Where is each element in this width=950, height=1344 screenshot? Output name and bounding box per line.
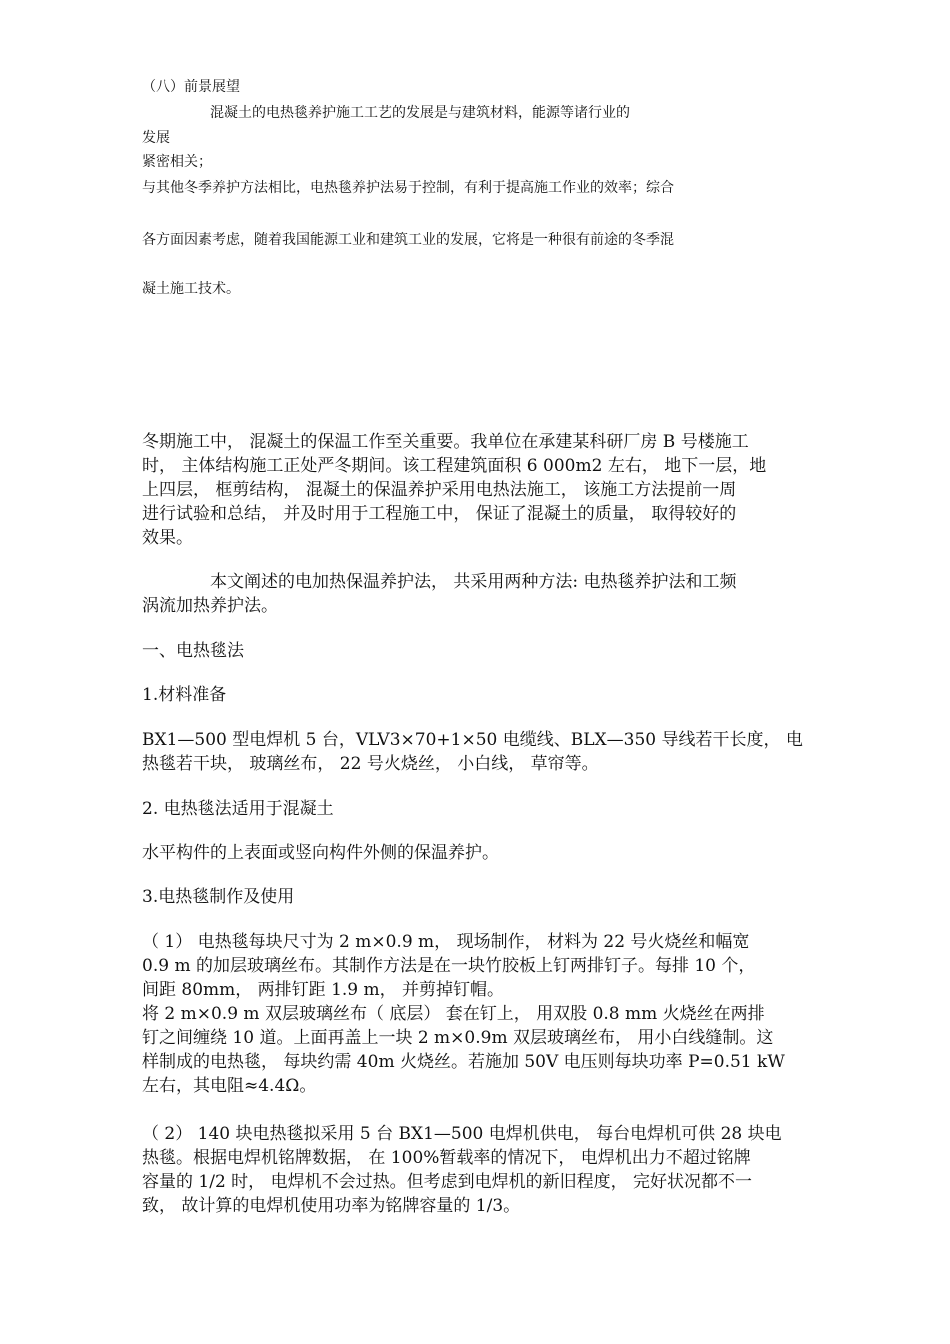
item1-line: （ 1） 电热毯每块尺寸为 2 m×0.9 m， 现场制作， 材料为 22 号火烧丝和幅宽 (142, 932, 750, 952)
subsection-title: 2. 电热毯法适用于混凝土 (142, 799, 334, 819)
subsection-title: 1.材料准备 (142, 685, 227, 705)
paragraph-line: 与其他冬季养护方法相比，电热毯养护法易于控制，有利于提高施工作业的效率；综合 (142, 180, 674, 196)
item1-line: 0.9 m 的加层玻璃丝布。其制作方法是在一块竹胶板上钉两排钉子。每排 10 个， (142, 956, 756, 976)
item1-line: 将 2 m×0.9 m 双层玻璃丝布（ 底层） 套在钉上， 用双股 0.8 mm 火烧丝在两排 (142, 1004, 765, 1024)
intro-line: 效果。 (142, 528, 193, 548)
intro-line: 冬期施工中， 混凝土的保温工作至关重要。我单位在承建某科研厂房 B 号楼施工 (142, 432, 749, 452)
item2-line: 热毯。根据电焊机铭牌数据， 在 100%暂载率的情况下， 电焊机出力不超过铭牌 (142, 1148, 751, 1168)
intro-line: 进行试验和总结， 并及时用于工程施工中， 保证了混凝土的质量， 取得较好的 (142, 504, 737, 524)
section-heading-prospects: （八）前景展望 (142, 79, 240, 95)
item2-line: （ 2） 140 块电热毯拟采用 5 台 BX1—500 电焊机供电， 每台电焊机可供 28 块电 (142, 1124, 782, 1144)
item1-line: 钉之间缠绕 10 道。上面再盖上一块 2 m×0.9m 双层玻璃丝布， 用小白线缝制。这 (142, 1028, 774, 1048)
item1-line: 间距 80mm， 两排钉距 1.9 m， 并剪掉钉帽。 (142, 980, 505, 1000)
paragraph-line: 混凝土的电热毯养护施工工艺的发展是与建筑材料，能源等诸行业的 (210, 105, 630, 121)
paragraph-line: 紧密相关； (142, 154, 212, 170)
paragraph-line: 发展 (142, 130, 170, 146)
materials-line: 热毯若干块， 玻璃丝布， 22 号火烧丝， 小白线， 草帘等。 (142, 754, 599, 774)
subsection-title: 3.电热毯制作及使用 (142, 887, 295, 907)
item1-line: 样制成的电热毯， 每块约需 40m 火烧丝。若施加 50V 电压则每块功率 P=0.51 kW (142, 1052, 785, 1072)
paragraph-line: 水平构件的上表面或竖向构件外侧的保温养护。 (142, 843, 499, 863)
item1-line: 左右，其电阻≈4.4Ω。 (142, 1076, 317, 1096)
item2-line: 容量的 1/2 时， 电焊机不会过热。但考虑到电焊机的新旧程度， 完好状况都不一 (142, 1172, 752, 1192)
method-line: 涡流加热养护法。 (142, 596, 278, 616)
method-line: 本文阐述的电加热保温养护法， 共采用两种方法: 电热毯养护法和工频 (210, 572, 737, 592)
section-title: 一、电热毯法 (142, 641, 244, 661)
paragraph-line: 各方面因素考虑，随着我国能源工业和建筑工业的发展，它将是一种很有前途的冬季混 (142, 232, 674, 248)
intro-line: 上四层， 框剪结构， 混凝土的保温养护采用电热法施工， 该施工方法提前一周 (142, 480, 737, 500)
materials-line: BX1—500 型电焊机 5 台，VLV3×70+1×50 电缆线、BLX—350 导线若干长度， 电 (142, 730, 803, 750)
intro-line: 时， 主体结构施工正处严冬期间。该工程建筑面积 6 000m2 左右， 地下一层，地 (142, 456, 767, 476)
paragraph-line: 凝土施工技术。 (142, 281, 240, 297)
item2-line: 致， 故计算的电焊机使用功率为铭牌容量的 1/3。 (142, 1196, 521, 1216)
